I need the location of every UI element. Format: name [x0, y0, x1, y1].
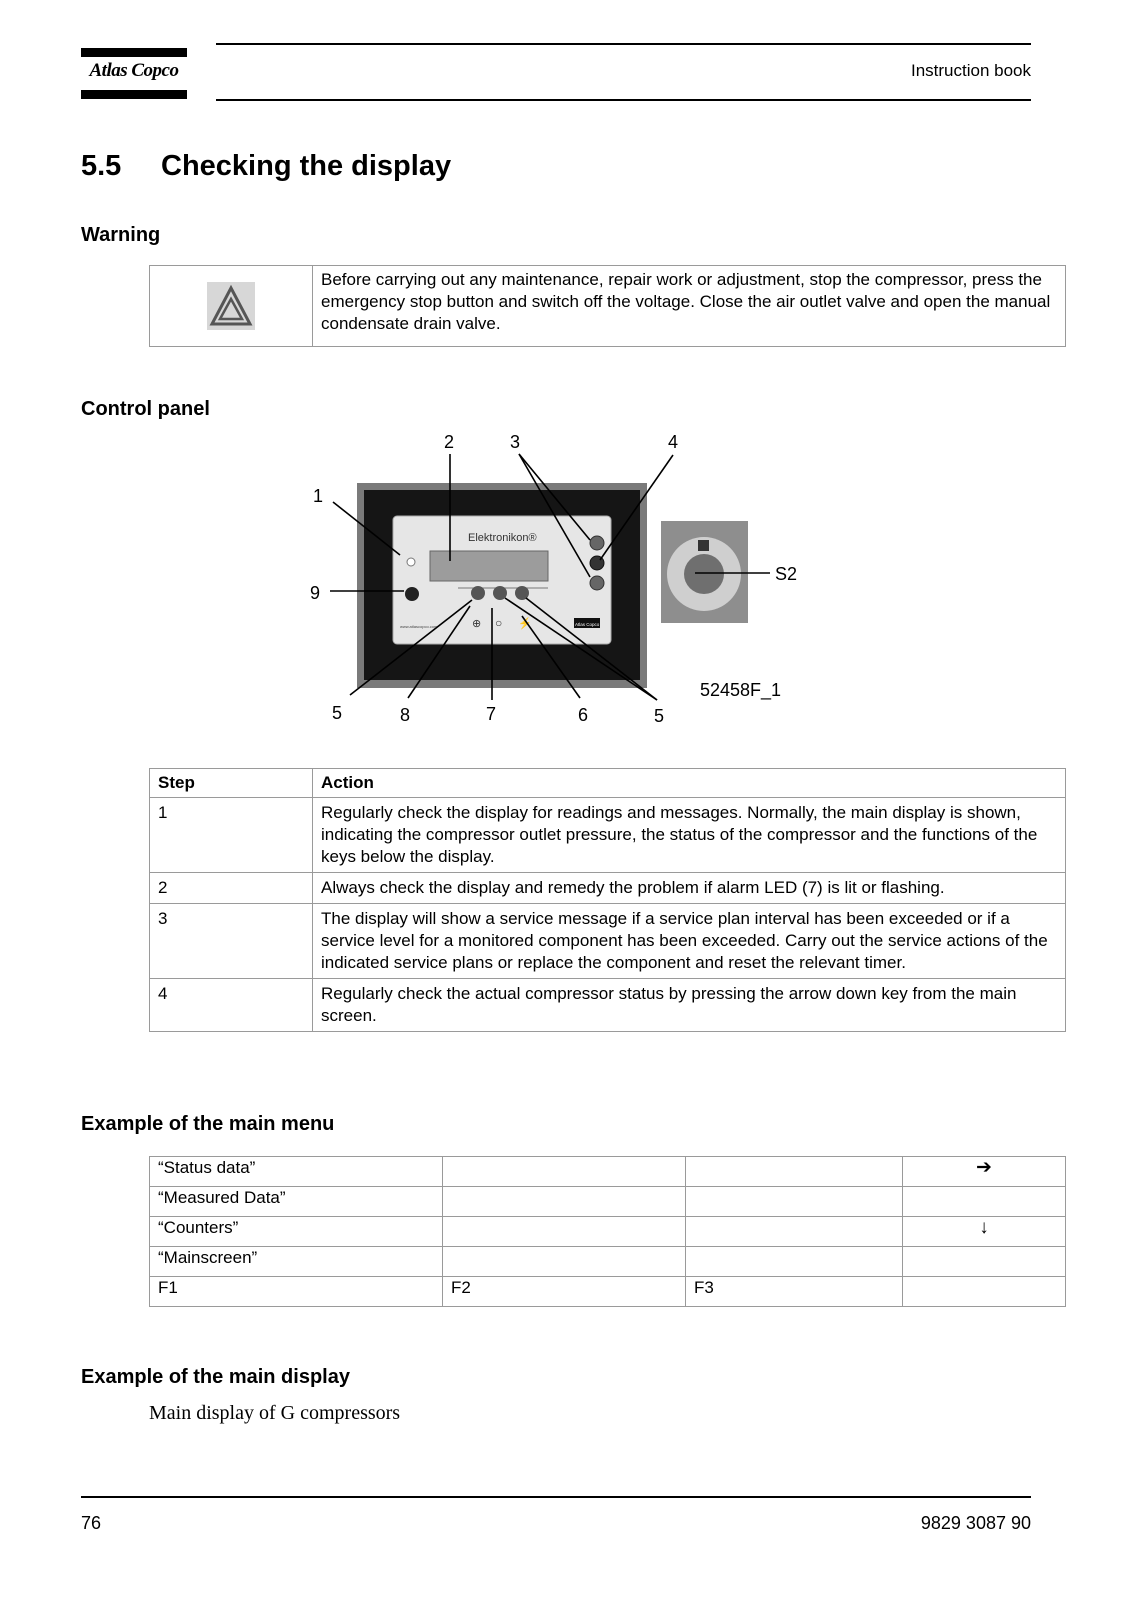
callout-5-right: 5 [654, 706, 665, 726]
warning-heading: Warning [81, 224, 161, 246]
key-f2 [493, 586, 507, 600]
warning-table [149, 265, 1066, 347]
panel-atlas-logo: Atlas Copco [575, 622, 600, 627]
table-row [150, 1217, 1066, 1247]
logo-bar-bottom [81, 90, 187, 99]
key-down [590, 576, 604, 590]
step-action: Regularly check the display for readings and messages. Normally, the main display is shown, indicating the compressor outlet pressure, the status of the compressor and the functions of the keys below the display. [313, 798, 1066, 873]
menu-cell: “Mainscreen” [150, 1247, 443, 1277]
key-f1 [471, 586, 485, 600]
main-menu-table [149, 1156, 1066, 1307]
control-panel-heading: Control panel [81, 398, 210, 420]
menu-cell [443, 1157, 686, 1187]
menu-cell: F3 [686, 1277, 903, 1307]
page-number: 76 [81, 1513, 102, 1533]
step-action: The display will show a service message if a service plan interval has been exceeded or if a service level for a monitored component has been exceeded. Carry out the service actions of the indicated service plans or replace the component and reset the relevant timer. [313, 904, 1066, 979]
step-action: Regularly check the actual compressor status by pressing the arrow down key from the main screen. [313, 979, 1066, 1032]
callout-1: 1 [313, 486, 324, 506]
menu-cell [686, 1187, 903, 1217]
table-row [150, 1247, 1066, 1277]
menu-cell: “Counters” [150, 1217, 443, 1247]
main-display-caption: Main display of G compressors [149, 1402, 401, 1424]
callout-4: 4 [668, 432, 679, 452]
warning-icon-cell [150, 266, 313, 347]
steps-header-action: Action [313, 769, 1066, 798]
section-number: 5.5 [81, 150, 122, 182]
menu-cell [903, 1187, 1066, 1217]
steps-header-step: Step [150, 769, 313, 798]
menu-cell [903, 1247, 1066, 1277]
menu-cell: “Status data” [150, 1157, 443, 1187]
menu-cell [686, 1157, 903, 1187]
figure-id: 52458F_1 [700, 680, 782, 700]
steps-table [149, 768, 1066, 1032]
key-escape [405, 587, 419, 601]
atlas-copco-logo: Atlas Copco [89, 60, 179, 81]
header-rule-bottom [216, 99, 1031, 101]
control-panel-figure [300, 430, 820, 750]
stop-icon: ○ [495, 616, 503, 630]
step-number: 4 [150, 979, 313, 1032]
callout-6: 6 [578, 705, 589, 725]
section-heading [81, 150, 451, 183]
warning-text: Before carrying out any maintenance, repair work or adjustment, stop the compressor, press the emergency stop button and switch off the voltage. Close the air outlet valve and open the manual condensate drain valve. [313, 266, 1066, 347]
panel-brand-label: Elektronikon® [468, 532, 537, 544]
arrow-right-icon: ➔ [903, 1157, 1066, 1187]
callout-5-left: 5 [332, 703, 343, 723]
table-row [150, 1187, 1066, 1217]
menu-cell [443, 1187, 686, 1217]
menu-cell: “Measured Data” [150, 1187, 443, 1217]
led-indicator [407, 558, 415, 566]
section-title: Checking the display [161, 150, 452, 182]
main-menu-heading: Example of the main menu [81, 1113, 335, 1135]
table-row [150, 1277, 1066, 1307]
table-row [150, 904, 1066, 979]
alarm-icon: ⚡ [518, 618, 532, 630]
step-action: Always check the display and remedy the problem if alarm LED (7) is lit or flashing. [313, 873, 1066, 904]
table-row [150, 798, 1066, 873]
document-number: 9829 3087 90 [920, 1513, 1031, 1533]
table-row [150, 1157, 1066, 1187]
header-rule-top [216, 43, 1031, 45]
menu-cell: F2 [443, 1277, 686, 1307]
panel-url: www.atlascopco.com [400, 624, 438, 629]
s2-button [684, 554, 724, 594]
callout-2: 2 [444, 432, 455, 452]
menu-cell [686, 1217, 903, 1247]
arrow-down-icon: ↓ [903, 1217, 1066, 1247]
warning-triangle-icon [207, 282, 255, 330]
menu-cell: F1 [150, 1277, 443, 1307]
table-row [150, 873, 1066, 904]
callout-8: 8 [400, 705, 411, 725]
start-icon: ⊕ [472, 618, 482, 630]
step-number: 1 [150, 798, 313, 873]
callout-9: 9 [310, 583, 321, 603]
callout-3: 3 [510, 432, 521, 452]
footer-rule [81, 1496, 1031, 1498]
switch-label-s2: S2 [775, 564, 798, 584]
menu-cell [443, 1217, 686, 1247]
header-title: Instruction book [910, 61, 1031, 80]
menu-cell [686, 1247, 903, 1277]
logo-bar-top [81, 48, 187, 57]
step-number: 2 [150, 873, 313, 904]
key-up [590, 536, 604, 550]
step-number: 3 [150, 904, 313, 979]
lcd-display [430, 551, 548, 581]
menu-cell [903, 1277, 1066, 1307]
s2-symbol [698, 540, 709, 551]
table-row [150, 979, 1066, 1032]
main-display-heading: Example of the main display [81, 1366, 350, 1388]
callout-7: 7 [486, 704, 497, 724]
menu-cell [443, 1247, 686, 1277]
